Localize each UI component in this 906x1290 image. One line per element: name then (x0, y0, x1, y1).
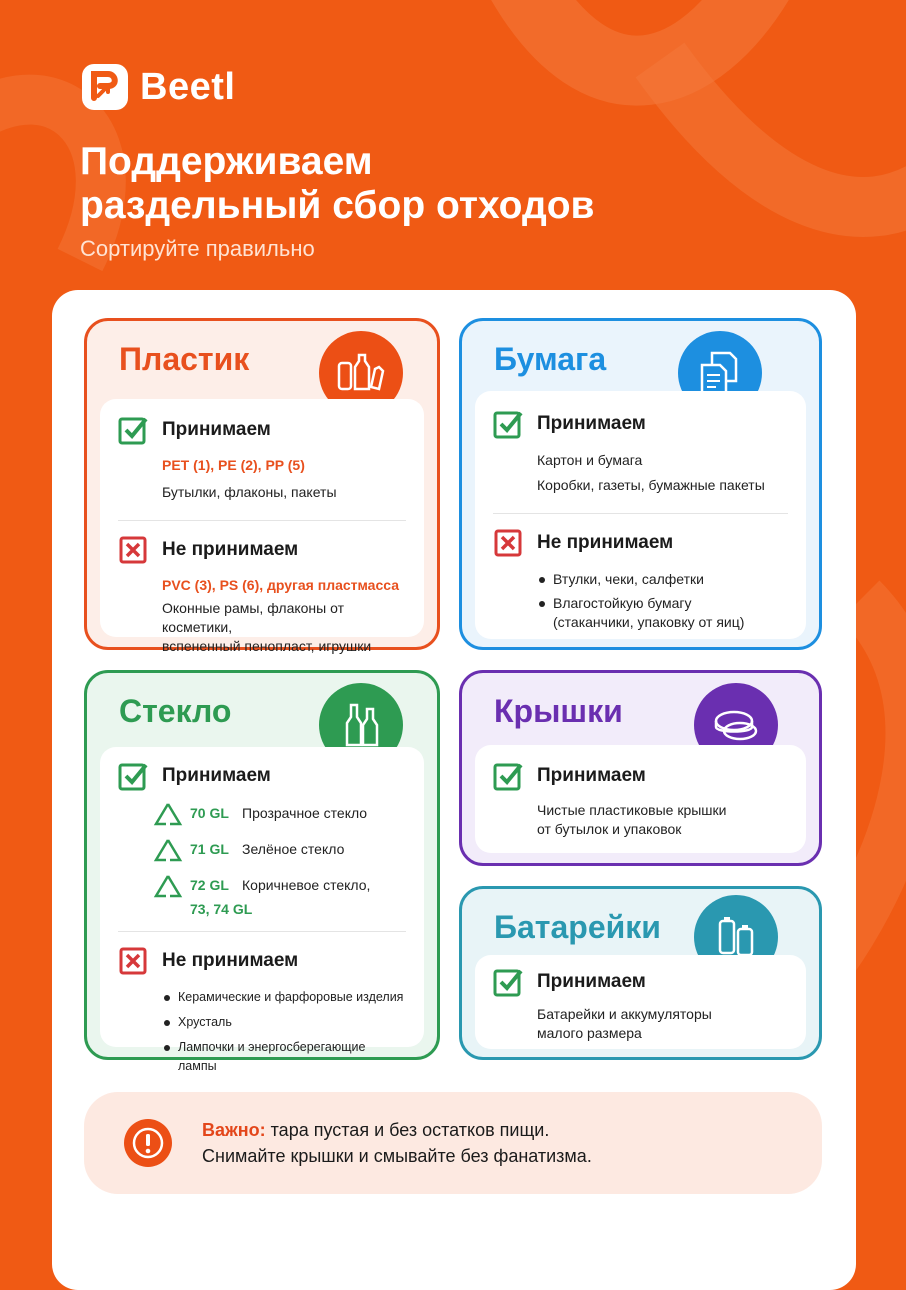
paper-accept-line1: Картон и бумага (537, 452, 643, 468)
glass-code: 70 GL (190, 805, 229, 821)
caps-title: Крышки (494, 693, 623, 729)
paper-accept-header (493, 409, 788, 439)
plastic-title: Пластик (119, 341, 250, 377)
plastic-accept-label: Принимаем (162, 419, 271, 440)
plastic-accept-codes: PET (1), PE (2), PP (5) (162, 457, 305, 473)
glass-card (84, 670, 440, 1073)
plastic-panel (100, 399, 424, 654)
plastic-card (84, 318, 440, 654)
notice-strong: Важно: (202, 1120, 266, 1140)
glass-code-name: Коричневое стекло, (242, 877, 371, 893)
notice-text (202, 1117, 592, 1169)
batteries-panel (475, 955, 806, 1049)
checkbox-cross-icon (118, 535, 148, 565)
recycle-icon (152, 873, 184, 901)
checkbox-check-icon (118, 761, 148, 791)
checkbox-check-icon (118, 415, 148, 445)
plastic-accept-header (118, 415, 406, 445)
glass-panel (100, 747, 424, 1073)
batteries-accept-header (493, 967, 788, 997)
caps-accept-line1: Чистые пластиковые крышки (537, 802, 727, 818)
glass-code-name: Зелёное стекло (242, 841, 345, 857)
glass-accept-label: Принимаем (162, 765, 271, 786)
recycle-icon (152, 837, 184, 865)
glass-title: Стекло (119, 693, 232, 729)
batteries-card (459, 886, 822, 1060)
paper-accept-label: Принимаем (537, 413, 646, 434)
plastic-reject-codes: PVC (3), PS (6), другая пластмасса (162, 577, 400, 593)
plastic-reject-desc-line2: вспененный пенопласт, игрушки (162, 638, 372, 654)
brand-name: Beetl (140, 65, 236, 108)
glass-reject-list (162, 988, 406, 1076)
paper-title: Бумага (494, 341, 607, 377)
checkbox-cross-icon (493, 528, 523, 558)
brand-header (80, 62, 235, 112)
glass-code: 71 GL (190, 841, 229, 857)
exclamation-icon (124, 1119, 172, 1167)
batteries-accept-line2: малого размера (537, 1025, 642, 1041)
paper-reject-header (493, 528, 788, 558)
checkbox-check-icon (493, 409, 523, 439)
plastic-accept-desc: Бутылки, флаконы, пакеты (162, 484, 337, 500)
plastic-reject-label: Не принимаем (162, 539, 299, 560)
glass-code-row (152, 873, 406, 901)
caps-accept-desc (537, 801, 788, 839)
plastic-reject-header (118, 535, 406, 565)
paper-reject-item-note: (стаканчики, упаковку от яиц) (553, 614, 745, 630)
recycle-icon (152, 801, 184, 829)
paper-reject-label: Не принимаем (537, 532, 674, 553)
caps-panel (475, 745, 806, 853)
beetl-logo-icon (80, 62, 130, 112)
plastic-reject-desc (162, 599, 406, 656)
divider (493, 513, 788, 514)
page-title-line2: раздельный сбор отходов (80, 184, 595, 227)
list-item: Влагостойкую бумагу (537, 594, 788, 613)
page-title (80, 140, 800, 228)
important-notice (84, 1092, 822, 1194)
page-title-line1: Поддерживаем (80, 140, 373, 183)
list-item: Хрусталь (162, 1013, 406, 1032)
checkbox-check-icon (493, 761, 523, 791)
checkbox-check-icon (493, 967, 523, 997)
checkbox-cross-icon (118, 946, 148, 976)
list-item: Лампочки и энергосберегающие лампы (162, 1038, 406, 1076)
caps-accept-line2: от бутылок и упаковок (537, 821, 682, 837)
batteries-title: Батарейки (494, 909, 661, 945)
batteries-accept-desc (537, 1005, 788, 1043)
brand-logo[interactable] (80, 62, 235, 112)
glass-reject-label: Не принимаем (162, 950, 299, 971)
paper-card (459, 318, 822, 650)
glass-code-name: Прозрачное стекло (242, 805, 368, 821)
glass-code-extra: 73, 74 GL (190, 901, 253, 917)
caps-card (459, 670, 822, 866)
list-item: Втулки, чеки, салфетки (537, 570, 788, 589)
plastic-reject-desc-line1: Оконные рамы, флаконы от косметики, (162, 600, 345, 635)
notice-line1 (202, 1117, 592, 1143)
glass-code-row (152, 801, 406, 829)
glass-reject-header (118, 946, 406, 976)
caps-accept-header (493, 761, 788, 791)
divider (118, 931, 406, 932)
glass-code: 72 GL (190, 877, 229, 893)
glass-code-row (152, 837, 406, 865)
divider (118, 520, 406, 521)
paper-reject-list (537, 570, 788, 613)
paper-accept-line2: Коробки, газеты, бумажные пакеты (537, 477, 765, 493)
paper-panel (475, 391, 806, 639)
notice-line2: Снимайте крышки и смывайте без фанатизма. (202, 1146, 592, 1166)
caps-accept-label: Принимаем (537, 765, 646, 786)
batteries-accept-label: Принимаем (537, 971, 646, 992)
batteries-accept-line1: Батарейки и аккумуляторы (537, 1006, 712, 1022)
glass-accept-header (118, 761, 406, 791)
page-subtitle: Сортируйте правильно (80, 236, 315, 261)
notice-line1-rest: тара пустая и без остатков пищи. (265, 1120, 550, 1140)
list-item: Керамические и фарфоровые изделия (162, 988, 406, 1007)
